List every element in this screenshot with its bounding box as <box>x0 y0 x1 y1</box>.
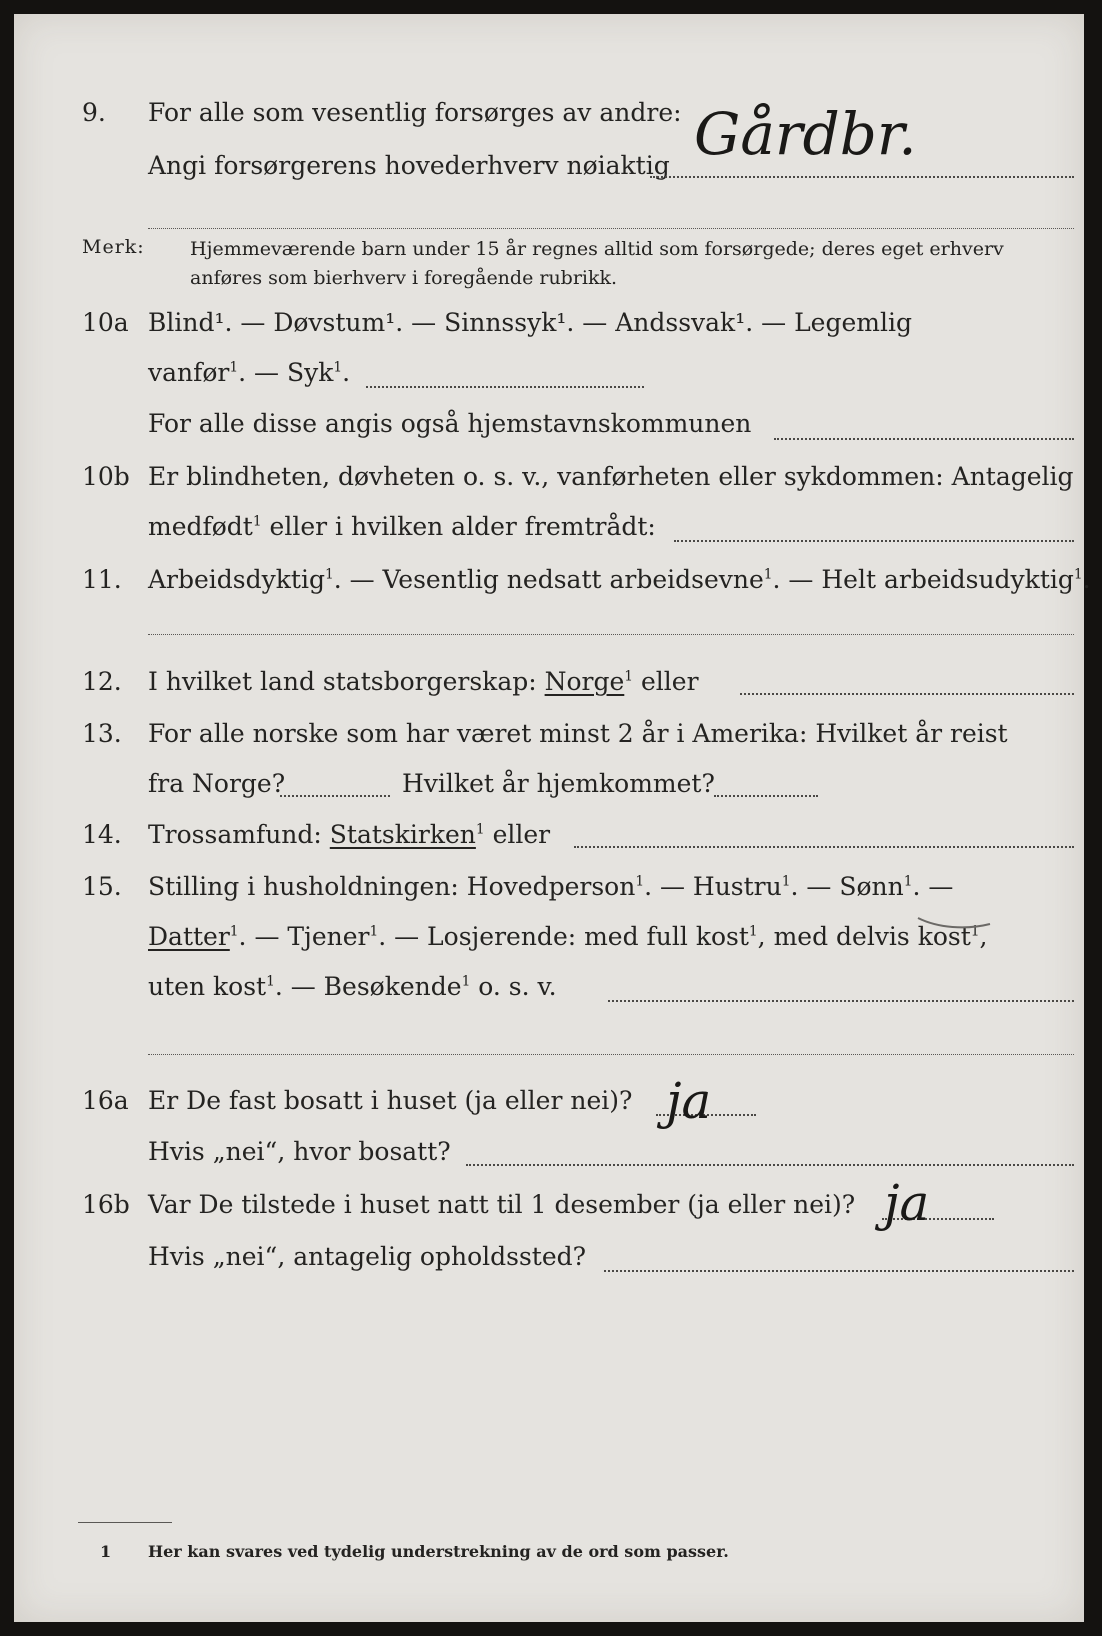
q14-number: 14. <box>82 820 122 849</box>
q10b-answer-line <box>674 540 1074 542</box>
q10a-answer-line <box>366 386 644 388</box>
q9-extra-line <box>148 228 1074 229</box>
q13-reist-line <box>280 795 390 797</box>
q16b-handwritten-answer: ja <box>884 1174 930 1232</box>
q14-line1: Trossamfund: Statskirken$^1$ eller <box>148 820 551 849</box>
census-form-page <box>14 14 1091 1622</box>
q9-line1: For alle som vesentlig forsørges av andre: <box>148 98 682 127</box>
q13-number: 13. <box>82 719 122 748</box>
footnote-rule <box>78 1522 172 1523</box>
q13-line1: For alle norske som har været minst 2 år i Amerika: Hvilket år reist <box>148 719 1008 748</box>
q9-answer-line <box>650 176 1074 178</box>
footnote-text: Her kan svares ved tydelig understrekning av de ord som passer. <box>148 1542 729 1561</box>
q16a-line2: Hvis „nei“, hvor bosatt? <box>148 1137 451 1166</box>
q10a-line3: For alle disse angis også hjemstavnskommunen <box>148 409 752 438</box>
q10a-kommune-line <box>774 438 1074 440</box>
merk-label: Merk: <box>82 236 145 258</box>
q13-line2a: fra Norge? <box>148 769 286 798</box>
q12-number: 12. <box>82 667 122 696</box>
q15-line1: Stilling i husholdningen: Hovedperson$^1$. — Hustru$^1$. — Sønn$^1$. — <box>148 872 954 901</box>
q16b-line2: Hvis „nei“, antagelig opholdssted? <box>148 1242 587 1271</box>
q11-line1: Arbeidsdyktig$^1$. — Vesentlig nedsatt arbeidsevne$^1$. — Helt arbeidsudyktig$^1$. <box>148 565 1091 594</box>
q9-line2: Angi forsørgerens hovederhverv nøiaktig <box>148 151 670 180</box>
q9-number: 9. <box>82 98 106 127</box>
q10a-line2: vanfør$^1$. — Syk$^1$. <box>148 358 351 387</box>
q13-line2b: Hvilket år hjemkommet? <box>402 769 715 798</box>
q14-answer-line <box>574 846 1074 848</box>
q15-extra-line <box>148 1054 1074 1055</box>
q15-answer-line <box>608 1000 1074 1002</box>
q16a-number: 16a <box>82 1086 129 1115</box>
q16a-handwritten-answer: ja <box>666 1072 712 1130</box>
q15-pencil-mark <box>914 910 994 934</box>
q15-line3: uten kost$^1$. — Besøkende$^1$ o. s. v. <box>148 972 557 1001</box>
q16b-line1: Var De tilstede i huset natt til 1 desember (ja eller nei)? <box>148 1190 856 1219</box>
q10b-number: 10b <box>82 462 130 491</box>
q10b-line1: Er blindheten, døvheten o. s. v., vanførheten eller sykdommen: Antagelig <box>148 462 1074 491</box>
q10a-number: 10a <box>82 308 129 337</box>
merk-line1: Hjemmeværende barn under 15 år regnes alltid som forsørgede; deres eget erhverv <box>190 238 1004 260</box>
q15-line2: Datter$^1$. — Tjener$^1$. — Losjerende: med full kost$^1$, med delvis kost$^1$, <box>148 922 988 951</box>
q15-number: 15. <box>82 872 122 901</box>
q11-number: 11. <box>82 565 122 594</box>
q13-hjemkommet-line <box>714 795 818 797</box>
merk-line2: anføres som bierhverv i foregående rubrikk. <box>190 267 618 289</box>
q16b-where-line <box>604 1270 1074 1272</box>
q12-answer-line <box>740 693 1074 695</box>
q16b-number: 16b <box>82 1190 130 1219</box>
q10a-line1: Blind¹. — Døvstum¹. — Sinnssyk¹. — Andssvak¹. — Legemlig <box>148 308 912 337</box>
q11-extra-line <box>148 634 1074 635</box>
q16a-where-line <box>466 1164 1074 1166</box>
footnote-marker: 1 <box>100 1542 112 1561</box>
q10b-line2: medfødt$^1$ eller i hvilken alder fremtrådt: <box>148 512 656 541</box>
q9-handwritten-answer: Gårdbr. <box>694 100 917 168</box>
q16a-line1: Er De fast bosatt i huset (ja eller nei)? <box>148 1086 633 1115</box>
q12-line1: I hvilket land statsborgerskap: Norge$^1$ eller <box>148 667 699 696</box>
